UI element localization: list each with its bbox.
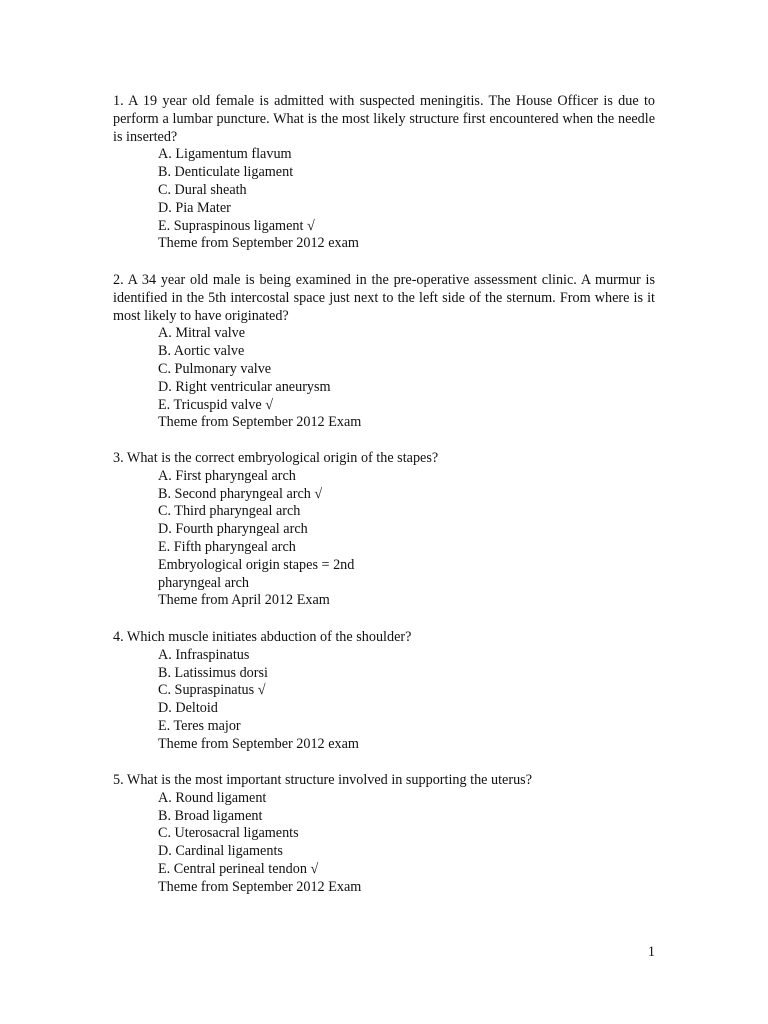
question-4-option-d: D. Deltoid: [158, 700, 218, 717]
question-5-option-e: E. Central perineal tendon √: [158, 860, 319, 877]
question-1-option-a: A. Ligamentum flavum: [158, 146, 292, 163]
question-3-explanation-line-1: Embryological origin stapes = 2nd: [158, 556, 355, 573]
question-2-option-b: B. Aortic valve: [158, 343, 245, 360]
question-5-option-c: C. Uterosacral ligaments: [158, 825, 299, 842]
question-4-option-c: C. Supraspinatus √: [158, 682, 266, 699]
question-4-option-e: E. Teres major: [158, 717, 241, 734]
question-5-stem: 5. What is the most important structure involved in supporting the uterus?: [113, 772, 532, 788]
question-1-option-c: C. Dural sheath: [158, 181, 247, 198]
question-3-option-c: C. Third pharyngeal arch: [158, 503, 301, 520]
question-4-option-b: B. Latissimus dorsi: [158, 664, 268, 681]
question-3-stem: 3. What is the correct embryological origin of the stapes?: [113, 450, 439, 466]
question-5-option-a: A. Round ligament: [158, 789, 267, 806]
question-3-option-b: B. Second pharyngeal arch √: [158, 485, 323, 502]
question-5-theme: Theme from September 2012 Exam: [158, 878, 362, 895]
question-2-option-e: E. Tricuspid valve √: [158, 396, 273, 413]
question-2-option-a: A. Mitral valve: [158, 325, 246, 342]
question-2-option-d: D. Right ventricular aneurysm: [158, 378, 331, 395]
question-3-option-d: D. Fourth pharyngeal arch: [158, 521, 308, 538]
question-4-theme: Theme from September 2012 exam: [158, 735, 359, 752]
question-4: [113, 629, 655, 754]
question-1-option-e: E. Supraspinous ligament √: [158, 217, 315, 234]
page-number: 1: [647, 944, 655, 960]
question-3: [113, 450, 655, 610]
question-1-theme: Theme from September 2012 exam: [158, 235, 359, 252]
question-2-stem: 2. A 34 year old male is being examined in the pre-operative assessment clinic. A murmur is identified in the 5th intercostal space just next to the left side of the sternum. From where is it most likely to have originated?: [113, 272, 655, 324]
question-2: [113, 272, 655, 432]
question-5-option-b: B. Broad ligament: [158, 807, 263, 824]
question-5-option-d: D. Cardinal ligaments: [158, 843, 283, 860]
question-3-option-a: A. First pharyngeal arch: [158, 467, 296, 484]
question-5: [113, 772, 655, 897]
question-2-option-c: C. Pulmonary valve: [158, 360, 272, 377]
question-4-stem: 4. Which muscle initiates abduction of the shoulder?: [113, 629, 412, 645]
question-2-theme: Theme from September 2012 Exam: [158, 414, 362, 431]
question-1-option-b: B. Denticulate ligament: [158, 164, 294, 181]
question-1-option-d: D. Pia Mater: [158, 199, 231, 216]
question-1-stem: 1. A 19 year old female is admitted with suspected meningitis. The House Officer is due to perform a lumbar puncture. What is the most likely structure first encountered when the needle is inserted?: [113, 93, 655, 145]
question-3-option-e: E. Fifth pharyngeal arch: [158, 538, 296, 555]
question-3-theme: Theme from April 2012 Exam: [158, 592, 330, 609]
question-4-option-a: A. Infraspinatus: [158, 646, 250, 663]
question-1: [113, 93, 655, 253]
question-3-explanation-line-2: pharyngeal arch: [158, 574, 249, 591]
